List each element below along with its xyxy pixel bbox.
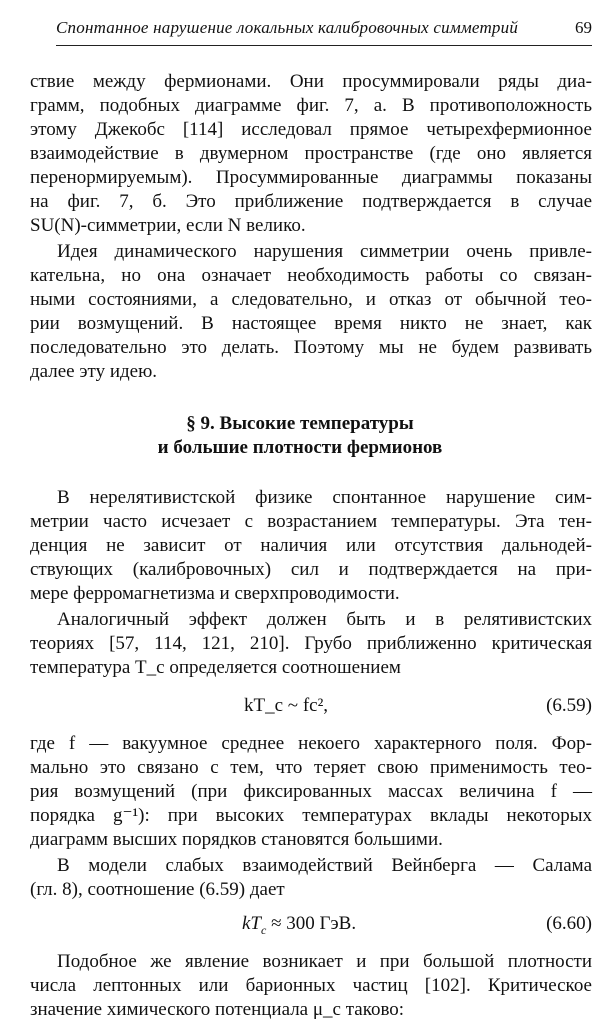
text-line: на фиг. 7, б. Это приближение подтверждается в случае bbox=[30, 191, 592, 212]
text-line: SU(N)-симметрии, если N велико. bbox=[30, 215, 306, 236]
text-line: рии возмущений. В настоящее время никто не знает, как bbox=[30, 313, 592, 334]
text-line: теориях [57, 114, 121, 210]. Грубо приближенно критическая bbox=[30, 633, 592, 654]
section-heading: § 9. Высокие температуры bbox=[186, 413, 414, 434]
running-header bbox=[0, 18, 600, 52]
equation-body: kT_c ~ fc², bbox=[244, 695, 329, 716]
text-line: далее эту идею. bbox=[30, 361, 158, 382]
equation-value: 300 ГэВ. bbox=[286, 913, 357, 934]
text-line: взаимодействие в двумерном пространстве (где оно является bbox=[30, 143, 592, 164]
text-line: ствующих (калибровочных) сил и подтверждается на при- bbox=[30, 559, 592, 580]
text-line: значение химического потенциала μ_c таково: bbox=[30, 999, 405, 1020]
text-line: мально это связано с тем, что теряет свою применимость тео- bbox=[30, 757, 592, 778]
text-line: температура T_c определяется соотношением bbox=[30, 657, 401, 678]
equation-number: (6.59) bbox=[546, 695, 592, 716]
text-line: где f — вакуумное среднее некоего характерного поля. Фор- bbox=[30, 733, 592, 754]
text-line: последовательно это делать. Поэтому мы не будем развивать bbox=[30, 337, 592, 358]
text-line: этому Джекобс [114] исследовал прямое четырехфермионное bbox=[30, 119, 592, 140]
text-line: Подобное же явление возникает и при большой плотности bbox=[57, 951, 592, 972]
book-page: Спонтанное нарушение локальных калибровочных симметрий 69 ствие между фермионами. Они просуммировали ряды диа- грамм, подобных диаграмме фиг. 7, а. В противоположность этому Джекобс [114] исследовал прямое четырехфермионное взаимодействие в двумерном пространстве (где оно является перенормируемым). Просуммированные диаграммы показаны на фиг. 7, б. Это приближение подтверждается в случае SU(N)-симметрии, если N велико. Идея динамического нарушения симметрии очень привле- кательна, но она означает необходимость работы со связан- ными состояниями, а следовательно, и отказ от обычной тео- рии возмущений. В настоящее время никто не знает, как последовательно это делать. Поэтому мы не будем развивать далее эту идею. § 9. Высокие температуры и большие плотности фермионов В нерелятивистской физике спонтанное нарушение сим- метрии часто исчезает с возрастанием температуры. Эта тен- денция не зависит от наличия или отсутствия дальнодей- ствующих (калибровочных) сил и подтверждается на при- мере ферромагнетизма и сверхпроводимости. Аналогичный эффект должен быть и в релятивистских теориях [57, 114, 121, 210]. Грубо приближенно критическая температура T_c определяется соотношением kT_c ~ fc², (6.59) где f — вакуумное среднее некоего характерного поля. Фор- мально это связано с тем, что теряет свою применимость тео- рия возмущений (при фиксированных массах величина f — порядка g⁻¹): при высоких температурах вклады некоторых диаграмм высших порядков становятся большими. В модели слабых взаимодействий Вейнберга — Салама (гл. 8), соотношение (6.59) дает $kT_c \approx 300$ ГэВ. (6.60) Подобное же явление возникает и при большой плотности числа лептонных или барионных частиц [102]. Критическое значение химического потенциала μ_c таково: bbox=[0, 0, 600, 1026]
running-title: Спонтанное нарушение локальных калибровочных симметрий bbox=[56, 18, 519, 37]
text-line: рия возмущений (при фиксированных массах величина f — bbox=[30, 781, 592, 802]
text-line: метрии часто исчезает с возрастанием температуры. Эта тен- bbox=[30, 511, 592, 532]
page-number: 69 bbox=[575, 18, 592, 37]
text-line: ствие между фермионами. Они просуммировали ряды диа- bbox=[30, 71, 592, 92]
text-line: ными состояниями, а следовательно, и отказ от обычной тео- bbox=[30, 289, 592, 310]
text-line: порядка g⁻¹): при высоких температурах вклады некоторых bbox=[30, 805, 592, 826]
text-line: Аналогичный эффект должен быть и в релятивистских bbox=[57, 609, 592, 630]
text-line: В модели слабых взаимодействий Вейнберга — Салама bbox=[57, 855, 592, 876]
text-line: (гл. 8), соотношение (6.59) дает bbox=[30, 879, 285, 900]
section-heading: и большие плотности фермионов bbox=[157, 437, 443, 458]
text-line: Идея динамического нарушения симметрии очень привле- bbox=[57, 241, 592, 262]
text-line: кательна, но она означает необходимость работы со связан- bbox=[30, 265, 592, 286]
text-line: диаграмм высших порядков становятся большими. bbox=[30, 829, 443, 850]
text-line: грамм, подобных диаграмме фиг. 7, а. В противоположность bbox=[30, 95, 592, 116]
equation-number: (6.60) bbox=[546, 913, 592, 934]
text-line: денция не зависит от наличия или отсутствия дальнодей- bbox=[30, 535, 592, 556]
text-line: числа лептонных или барионных частиц [102]. Критическое bbox=[30, 975, 592, 996]
text-line: перенормируемым). Просуммированные диаграммы показаны bbox=[30, 167, 592, 188]
header-rule bbox=[56, 45, 592, 46]
text-line: мере ферромагнетизма и сверхпроводимости. bbox=[30, 583, 400, 604]
text-line: В нерелятивистской физике спонтанное нарушение сим- bbox=[57, 487, 592, 508]
